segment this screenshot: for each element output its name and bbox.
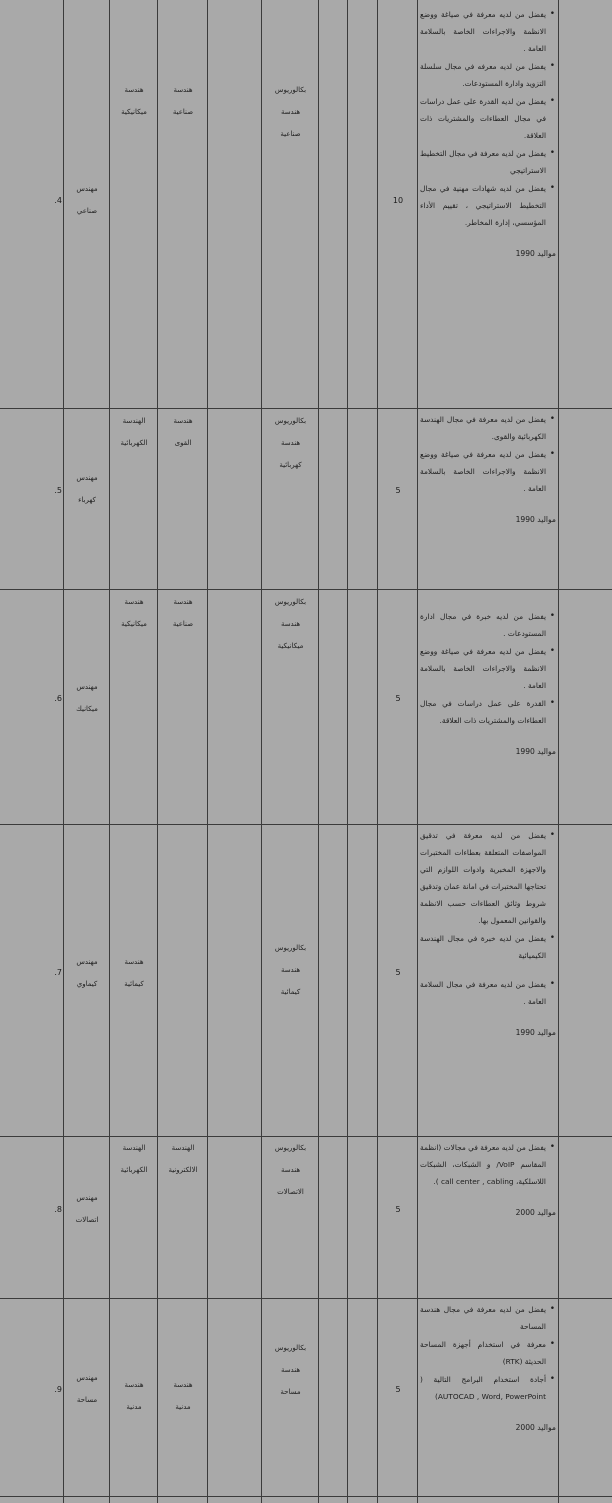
cell-degree xyxy=(262,0,319,408)
birth-year: مواليد 2000 xyxy=(515,1208,556,1217)
cell-empty xyxy=(348,1497,378,1503)
specialization-2: هندسة مدنية xyxy=(173,1381,193,1411)
table-row xyxy=(0,590,612,824)
requirement-item: • يفضل من لديه معرفه في مجال سلسلة التزويد وادارة المستودعات. xyxy=(420,58,546,92)
cell-empty xyxy=(208,0,262,408)
cell-count xyxy=(378,825,418,1136)
job-title: مهندس كهرباء xyxy=(76,474,98,504)
degree: بكالوريوس هندسة ميكانيكية xyxy=(274,598,307,650)
cell-degree xyxy=(262,1497,319,1503)
cell-empty xyxy=(208,1137,262,1298)
cell-empty xyxy=(208,825,262,1136)
cell-job-title xyxy=(64,1497,110,1503)
job-title: مهندس كيماوي xyxy=(76,958,98,988)
cell-empty xyxy=(348,825,378,1136)
requirements xyxy=(420,1139,556,1221)
degree: بكالوريوس هندسة الاتصالات xyxy=(274,1144,307,1196)
requirements xyxy=(420,827,556,1041)
requirement-item: • يفضل من لديه معرفة في صياغة ووضع الانظمة والاجراءات الخاصة بالسلامة العامة . xyxy=(420,643,546,694)
cell-empty xyxy=(319,1137,348,1298)
cell-empty xyxy=(348,1299,378,1496)
birth-year: مواليد 2000 xyxy=(515,1423,556,1432)
degree: بكالوريوس هندسة صناعية xyxy=(274,86,307,138)
row-number: .4 xyxy=(54,196,62,205)
birth-year: مواليد 1990 xyxy=(515,515,556,524)
cell-empty xyxy=(208,1299,262,1496)
requirement-item: • يفضل من لديه معرفة في مجالات (انظمة المقاسم VoIP/ و الشبكات، الشبكات اللاسلكية، call center , cabling ). xyxy=(420,1139,546,1190)
requirements xyxy=(420,608,556,760)
cell-empty xyxy=(319,0,348,408)
vacancy-count: 5 xyxy=(395,968,401,977)
vacancy-count: 10 xyxy=(392,196,404,205)
table-row xyxy=(0,1299,612,1496)
row-number: .8 xyxy=(54,1205,62,1214)
specialization-2: هندسة صناعية xyxy=(172,86,194,116)
cell-empty xyxy=(319,409,348,589)
requirements xyxy=(420,1301,556,1436)
cell-empty xyxy=(319,590,348,824)
cell-count xyxy=(378,409,418,589)
row-number: .6 xyxy=(54,694,62,703)
job-title: مهندس مساحة xyxy=(76,1374,98,1404)
cell-empty xyxy=(208,590,262,824)
specialization-1: هندسة ميكانيكية xyxy=(121,86,147,116)
cell-empty xyxy=(319,1497,348,1503)
specialization-2: هندسة صناعية xyxy=(172,598,194,628)
specialization-1: هندسة كيمائية xyxy=(124,958,144,988)
requirement-item: • يفضل من لديه القدرة على عمل دراسات في مجال العطاءات والمشتريات ذات العلاقة. xyxy=(420,93,546,144)
specialization-2: الهندسة الالكترونية xyxy=(168,1144,198,1174)
cell-empty xyxy=(348,1137,378,1298)
vacancy-count: 5 xyxy=(395,1205,401,1214)
requirement-item: • يفضل من لديه معرفة في مجال هندسة المساحة xyxy=(420,1301,546,1335)
cell-empty xyxy=(319,825,348,1136)
requirement-item: • يفضل من لديه معرفة في مجال التخطيط الاستراتيجي xyxy=(420,145,546,179)
cell-empty xyxy=(208,1497,262,1503)
degree: بكالوريوس هندسة كيمائية xyxy=(274,944,307,996)
requirement-item: • يفضل من لديه معرفة في تدقيق المواصفات المتعلقة بعطاءات المختبرات والاجهزة المخبرية وادوات اللوازم التي تحتاجها المختبرات في امانة عمان وتدقيق شروط وثائق العطاءات حسب الانظمة والقوانين المعمول بها. xyxy=(420,827,546,929)
birth-year: مواليد 1990 xyxy=(515,747,556,756)
specialization-1: الهندسة الكهربائية xyxy=(120,1144,148,1174)
cell-number xyxy=(0,825,64,1136)
cell-number xyxy=(0,1137,64,1298)
degree: بكالوريوس هندسة كهربائية xyxy=(274,417,307,469)
cell-count xyxy=(378,1299,418,1496)
cell-count xyxy=(378,590,418,824)
row-number: .7 xyxy=(54,968,62,977)
vacancy-count: 5 xyxy=(395,1385,401,1394)
birth-year: مواليد 1990 xyxy=(515,249,556,258)
cell-count xyxy=(378,1497,418,1503)
degree: بكالوريوس هندسة مساحة xyxy=(274,1344,307,1396)
table-row xyxy=(0,825,612,1136)
cell-specialization-2 xyxy=(158,0,208,408)
cell-number xyxy=(0,409,64,589)
birth-year: مواليد 1990 xyxy=(515,1028,556,1037)
job-title: مهندس صناعي xyxy=(76,185,98,215)
vacancy-count: 5 xyxy=(395,694,401,703)
requirement-item: • يفضل من لديه معرفة في مجال الهندسة الكهربائية والقوى. xyxy=(420,411,546,445)
cell-empty xyxy=(208,409,262,589)
row-number: .9 xyxy=(54,1385,62,1394)
cell-requirements xyxy=(418,1497,559,1503)
table-row xyxy=(0,0,612,408)
table-row xyxy=(0,409,612,589)
requirements xyxy=(420,6,556,262)
specialization-1: الهندسة الكهربائية xyxy=(120,417,148,447)
requirement-item: • أجادة استخدام البرامج التالية ( AUTOCAD , Word, PowerPoint) xyxy=(420,1371,546,1405)
cell-empty xyxy=(348,590,378,824)
specialization-1: هندسة مدنية xyxy=(124,1381,144,1411)
row-number: .5 xyxy=(54,486,62,495)
table-row-partial xyxy=(0,1497,612,1503)
table-row xyxy=(0,1137,612,1298)
requirements xyxy=(420,411,556,528)
cell-specialization-1 xyxy=(110,0,158,408)
requirement-item: • معرفة في استخدام أجهزة المساحة الحديثة (RTK) xyxy=(420,1336,546,1370)
specialization-2: هندسة القوى xyxy=(173,417,193,447)
cell-specialization-2 xyxy=(158,1497,208,1503)
specialization-1: هندسة ميكانيكية xyxy=(121,598,147,628)
cell-empty xyxy=(348,409,378,589)
requirement-item: • يفضل من لديه شهادات مهنية في مجال التخطيط الاستراتيجي ، تقييم الأداء المؤسسي، إدارة المخاطر. xyxy=(420,180,546,231)
requirement-item: • يفضل من لديه خبرة في مجال ادارة المستودعات . xyxy=(420,608,546,642)
requirement-item: • يفضل من لديه معرفة في مجال السلامة العامة . xyxy=(420,976,546,1010)
cell-number xyxy=(0,590,64,824)
requirement-item: • يفضل من لديه معرفة في صياغة ووضع الانظمة والاجراءات الخاصة بالسلامة العامة . xyxy=(420,446,546,497)
vacancy-count: 5 xyxy=(395,486,401,495)
cell-number xyxy=(0,1299,64,1496)
job-title: مهندس ميكانيك xyxy=(76,683,98,713)
requirement-item: • القدرة على عمل دراسات في مجال العطاءات والمشتريات ذات العلاقة. xyxy=(420,695,546,729)
cell-specialization-1 xyxy=(110,1497,158,1503)
cell-count xyxy=(378,1137,418,1298)
cell-empty xyxy=(319,1299,348,1496)
requirement-item: • يفضل من لديه معرفة في صياغة ووضع الانظمة والاجراءات الخاصة بالسلامة العامة . xyxy=(420,6,546,57)
cell-empty xyxy=(348,0,378,408)
cell-number xyxy=(0,1497,64,1503)
requirement-item: • يفضل من لديه خبرة في مجال الهندسة الكيميائية xyxy=(420,930,546,964)
job-title: مهندس اتصالات xyxy=(75,1194,99,1224)
cell-specialization-2 xyxy=(158,825,208,1136)
